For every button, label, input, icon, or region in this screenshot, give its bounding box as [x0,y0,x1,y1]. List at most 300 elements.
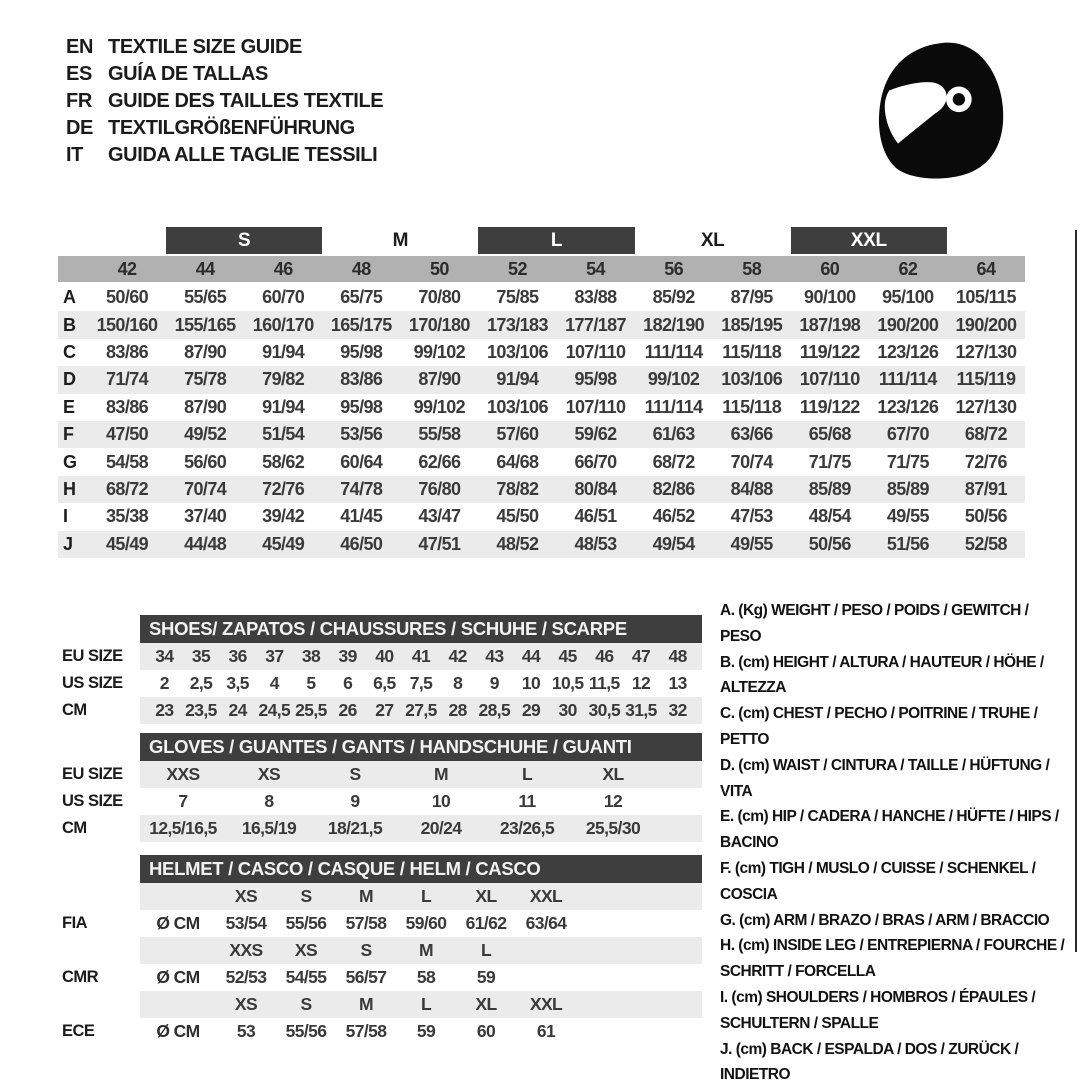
cell: 50/60 [106,287,149,308]
cell: 53/56 [340,424,383,445]
cell: 87/95 [730,287,773,308]
col-header: 64 [976,258,996,279]
cell: 160/170 [252,314,314,335]
cell: 54/58 [106,451,149,472]
size-cell: L [420,886,432,906]
cell: 107/110 [799,369,860,390]
cell: 177/187 [565,314,626,335]
cell: 62/66 [418,451,461,472]
cell: 55/58 [418,424,461,445]
col-header: 58 [742,258,762,279]
col-header: 54 [586,258,605,279]
cell: 71/74 [106,369,149,390]
cell: 111/114 [644,396,703,417]
legend-item-b: B. (cm) HEIGHT / ALTURA / HAUTEUR / HÖHE / ALTEZZA [720,653,1044,697]
lang-code: IT [66,144,83,166]
cell: 23/26,5 [499,818,555,838]
spacer [62,991,140,1018]
cell: 52/58 [964,533,1007,554]
cell: 115/118 [722,396,782,417]
cell: 8 [453,673,463,693]
cell: 49/55 [886,506,929,527]
unit-cell: Ø CM [156,1021,200,1041]
row-label: FIA [62,914,88,932]
cell: 51/56 [886,533,929,554]
row-label: J [63,533,74,554]
table-row-h [58,476,1025,503]
cell: L [521,764,533,784]
cell: 95/100 [882,287,934,308]
size-cell: L [480,940,492,960]
lang-row-de [66,115,383,142]
cell: 123/126 [877,341,939,362]
cell: 83/86 [106,341,149,362]
cell: 95/98 [340,341,383,362]
cell: 2 [159,673,169,693]
cell: 41 [411,646,431,666]
cell: 57/58 [345,913,387,933]
col-header: 46 [273,258,293,279]
shoes-table-header [62,615,702,643]
cell: 47/51 [418,533,461,554]
cell: 64/68 [496,451,539,472]
cell: 55/65 [184,287,227,308]
measurement-legend [720,598,1065,1088]
cell: 59/62 [574,424,617,445]
cell: 99/102 [413,341,466,362]
textile-size-table [58,227,1025,558]
size-cell: S [300,994,312,1014]
size-cell: XL [475,886,497,906]
cell: 83/86 [106,396,149,417]
legend-item-d: D. (cm) WAIST / CINTURA / TAILLE / HÜFTUNG / VITA [720,756,1050,800]
row-label: C [63,341,76,362]
row-label: EU SIZE [62,647,123,665]
helmet-cmr-row [62,964,702,991]
cell: 45/49 [262,533,305,554]
cell: 99/102 [647,369,700,390]
legend-item-e: E. (cm) HIP / CADERA / HANCHE / HÜFTE / HIPS / BACINO [720,808,1059,852]
cell: 57/58 [345,1021,387,1041]
size-cell: M [359,994,373,1014]
cell: 182/190 [643,314,705,335]
cell: 70/80 [418,287,461,308]
cell: 45/50 [496,506,539,527]
helmet-ece-row [62,1018,702,1045]
cell: 42 [448,646,467,666]
lang-code: DE [66,117,93,139]
cell: 10,5 [551,673,584,693]
row-label: I [63,506,69,527]
row-label: CMR [62,968,99,986]
cell: 127/130 [955,341,1017,362]
shoes-us-row [62,670,702,697]
cell: 10 [431,791,451,811]
cell: 9 [489,673,499,693]
cell: 99/102 [413,396,466,417]
cell: 105/115 [956,287,1016,308]
cell: 11 [518,791,536,811]
row-label: E [63,396,76,417]
cell: 32 [668,700,687,720]
cell: 150/160 [96,314,158,335]
cell: 59 [416,1021,436,1041]
cell: 65/68 [808,424,851,445]
table-row-f [58,421,1025,448]
row-label: D [63,369,76,390]
shoes-cm-row [62,697,702,724]
cell: 185/195 [721,314,783,335]
cell: 52/53 [225,967,267,987]
cell: 16,5/19 [241,818,297,838]
cell: 48 [668,646,687,666]
cell: XXS [166,764,200,784]
cell: 61/63 [652,424,695,445]
gloves-us-row [62,788,702,815]
cell: 115/118 [722,341,782,362]
cell: 78/82 [496,478,539,499]
cell: 91/94 [262,341,305,362]
cell: 56/57 [345,967,387,987]
cell: 23,5 [185,700,217,720]
size-cell: XL [475,994,497,1014]
column-header-row [58,256,1025,282]
lang-title: TEXTILGRÖßENFÜHRUNG [108,117,355,139]
helmet-fia-sizes-row [62,883,702,910]
cell: 59 [476,967,496,987]
cell: 107/110 [565,396,626,417]
spacer [62,937,140,964]
cell: 46/52 [652,506,695,527]
cell: 63/66 [730,424,773,445]
cell: 5 [306,673,316,693]
cell: 28,5 [478,700,511,720]
cell: 119/122 [799,396,860,417]
table-row-d [58,366,1025,393]
row-label: G [63,451,78,472]
cell: 79/82 [262,369,305,390]
shoes-eu-row [62,643,702,670]
helmet-fia-row [62,910,702,937]
cell: 68/72 [106,478,149,499]
cell: 25,5 [295,700,327,720]
size-band-s: S [166,227,322,254]
cell: 25,5/30 [585,818,641,838]
cell: 103/106 [721,369,783,390]
legend-item-a: A. (Kg) WEIGHT / PESO / POIDS / GEWITCH / PESO [720,602,1029,645]
col-header: 62 [898,258,918,279]
cell: 39/42 [262,506,305,527]
table-row-b [58,311,1025,338]
size-band-xxl: XXL [791,227,947,254]
cell: 59/60 [405,913,447,933]
cell: 85/89 [808,478,851,499]
gloves-title: GLOVES / GUANTES / GANTS / HANDSCHUHE / GUANTI [140,733,702,761]
cell: 48/52 [496,533,539,554]
cell: 127/130 [955,396,1017,417]
cell: 119/122 [799,341,860,362]
cell: 29 [521,700,541,720]
cell: 34 [155,646,174,666]
cell: 87/90 [418,369,461,390]
lang-row-es [66,61,383,88]
cell: 71/75 [808,451,851,472]
cell: 71/75 [886,451,929,472]
cell: 27 [375,700,394,720]
cell: 60/64 [340,451,383,472]
cell: 74/78 [340,478,383,499]
size-cell: S [300,886,312,906]
lang-code: ES [66,63,92,85]
col-header: 56 [664,258,684,279]
cell: 87/90 [184,341,227,362]
cell: 45/49 [106,533,149,554]
spacer [62,615,140,643]
cell: 91/94 [496,369,539,390]
size-cell: XXS [229,940,263,960]
cell: 103/106 [487,341,548,362]
cell: 31,5 [625,700,657,720]
cell: 38 [301,646,321,666]
cell: 83/88 [574,287,617,308]
col-header: 50 [429,258,449,279]
cell: 67/70 [886,424,929,445]
cell: 55/56 [285,913,327,933]
cell: 7,5 [409,673,433,693]
cell: 11,5 [588,673,620,693]
lang-title: GUIDE DES TAILLES TEXTILE [108,90,384,112]
lang-title: TEXTILE SIZE GUIDE [108,36,302,58]
cell: 90/100 [804,287,856,308]
cell: 40 [375,646,394,666]
size-band-l: L [478,227,634,254]
cell: XS [257,764,281,784]
row-label: H [63,478,76,499]
size-cell: XS [294,940,318,960]
cell: 72/76 [262,478,305,499]
cell: 10 [521,673,541,693]
cell: 44/48 [184,533,227,554]
cell: 6,5 [373,673,396,693]
lang-row-it [66,142,383,169]
row-label: B [63,314,76,335]
size-band-row [58,227,1025,254]
row-label: ECE [62,1022,95,1040]
legend-item-g: G. (cm) ARM / BRAZO / BRAS / ARM / BRACCIO [720,911,1050,929]
table-row-e [58,394,1025,421]
cell: 123/126 [877,396,939,417]
cell: 70/74 [730,451,773,472]
cell: 44 [521,646,541,666]
cell: 50/56 [964,506,1007,527]
lang-title: GUÍA DE TALLAS [108,63,268,85]
cell: S [349,764,361,784]
cell: 56/60 [184,451,227,472]
cell: 28 [448,700,467,720]
cell: 95/98 [340,396,383,417]
cell: 60 [476,1021,496,1041]
cell: 68/72 [652,451,695,472]
cell: 46/51 [574,506,617,527]
spacer [62,883,140,910]
cell: 26 [338,700,357,720]
legend-item-c: C. (cm) CHEST / PECHO / POITRINE / TRUHE / PETTO [720,705,1038,748]
cell: 4 [269,673,279,693]
cell: 48/54 [808,506,851,527]
legend-item-i: I. (cm) SHOULDERS / HOMBROS / ÉPAULES / SCHULTERN / SPALLE [720,988,1036,1032]
size-cell: S [360,940,372,960]
cell: 41/45 [340,506,383,527]
cell: M [434,764,448,784]
col-header: 44 [195,258,215,279]
cell: 84/88 [730,478,773,499]
helmet-table-header [62,855,702,883]
size-band-xl: XL [700,229,725,251]
helmet-ece-sizes-row [62,991,702,1018]
cell: 37/40 [184,506,227,527]
lower-tables [62,615,702,1045]
row-label: CM [62,819,87,837]
cell: 190/200 [877,314,939,335]
cell: 53 [236,1021,256,1041]
cell: 187/198 [799,314,861,335]
cell: 75/78 [184,369,227,390]
size-cell: L [420,994,432,1014]
legend-item-f: F. (cm) TIGH / MUSLO / CUISSE / SCHENKEL / COSCIA [720,859,1036,903]
cell: 54/55 [285,967,327,987]
cell: 49/52 [184,424,227,445]
cell: 20/24 [420,818,462,838]
cell: 66/70 [574,451,617,472]
legend-item-h: H. (cm) INSIDE LEG / ENTREPIERNA / FOURCHE / SCHRITT / FORCELLA [720,937,1065,981]
row-label: US SIZE [62,792,123,810]
helmet-title: HELMET / CASCO / CASQUE / HELM / CASCO [140,855,702,883]
cell: 95/98 [574,369,617,390]
cell: 30,5 [588,700,621,720]
cell: 165/175 [330,314,392,335]
cell: 80/84 [574,478,617,499]
cell: 91/94 [262,396,305,417]
cell: 83/86 [340,369,383,390]
unit-cell: Ø CM [156,913,200,933]
cell: 173/183 [487,314,548,335]
cell: 87/90 [184,396,227,417]
cell: 47 [631,646,651,666]
cell: 9 [350,791,360,811]
lang-code: EN [66,36,93,58]
spacer [62,733,140,761]
helmet-icon [868,34,1018,197]
size-cell: XS [234,886,258,906]
cell: 45 [558,646,577,666]
cell: 190/200 [955,314,1017,335]
cell: 47/53 [730,506,773,527]
cell: 70/74 [184,478,227,499]
row-label: EU SIZE [62,765,123,783]
size-band-m: M [392,229,409,251]
size-cell: XS [234,994,258,1014]
cell: 12 [631,673,651,693]
cell: 111/114 [644,341,703,362]
table-row-a [58,284,1025,311]
row-label: CM [62,701,87,719]
cell: 82/86 [652,478,695,499]
unit-cell: Ø CM [156,967,200,987]
cell: 3,5 [226,673,249,693]
cell: 75/85 [496,287,539,308]
col-header: 42 [117,258,137,279]
cell: 87/91 [964,478,1007,499]
cell: 63/64 [525,913,567,933]
row-label: F [63,424,74,445]
lang-title: GUIDA ALLE TAGLIE TESSILI [108,144,378,166]
page-edge-line [1075,230,1077,952]
cell: 48/53 [574,533,617,554]
size-cell: XXL [529,994,563,1014]
cell: 2,5 [189,673,213,693]
col-header: 60 [820,258,840,279]
cell: 24,5 [258,700,291,720]
lang-code: FR [66,90,92,112]
cell: 6 [343,673,353,693]
cell: 107/110 [565,341,626,362]
cell: 85/89 [886,478,929,499]
cell: 49/54 [652,533,695,554]
cell: 46 [595,646,614,666]
gloves-table-header [62,733,702,761]
cell: 111/114 [878,369,937,390]
language-title-block [66,34,383,169]
cell: 23 [155,700,174,720]
cell: 50/56 [808,533,851,554]
cell: 51/54 [262,424,305,445]
cell: 103/106 [487,396,548,417]
cell: 30 [558,700,577,720]
cell: 13 [668,673,687,693]
size-cell: M [419,940,433,960]
table-row-j [58,531,1025,558]
cell: 49/55 [730,533,773,554]
cell: XL [602,764,624,784]
cell: 8 [264,791,274,811]
cell: 35/38 [106,506,149,527]
cell: 61/62 [465,913,507,933]
shoes-title: SHOES/ ZAPATOS / CHAUSSURES / SCHUHE / SCARPE [140,615,702,643]
cell: 27,5 [405,700,437,720]
cell: 58 [416,967,436,987]
cell: 60/70 [262,287,305,308]
cell: 61 [536,1021,556,1041]
spacer [62,855,140,883]
cell: 18/21,5 [327,818,383,838]
lang-row-fr [66,88,383,115]
helmet-cmr-sizes-row [62,937,702,964]
cell: 43/47 [418,506,461,527]
cell: 37 [265,646,284,666]
gloves-eu-row [62,761,702,788]
size-cell: M [359,886,373,906]
row-label: A [63,287,76,308]
gloves-cm-row [62,815,702,842]
cell: 47/50 [106,424,149,445]
cell: 72/76 [964,451,1007,472]
cell: 155/165 [174,314,236,335]
cell: 58/62 [262,451,305,472]
col-header: 52 [508,258,527,279]
cell: 115/119 [956,369,1016,390]
legend-item-j: J. (cm) BACK / ESPALDA / DOS / ZURÜCK / INDIETRO [720,1040,1019,1084]
table-row-c [58,339,1025,366]
